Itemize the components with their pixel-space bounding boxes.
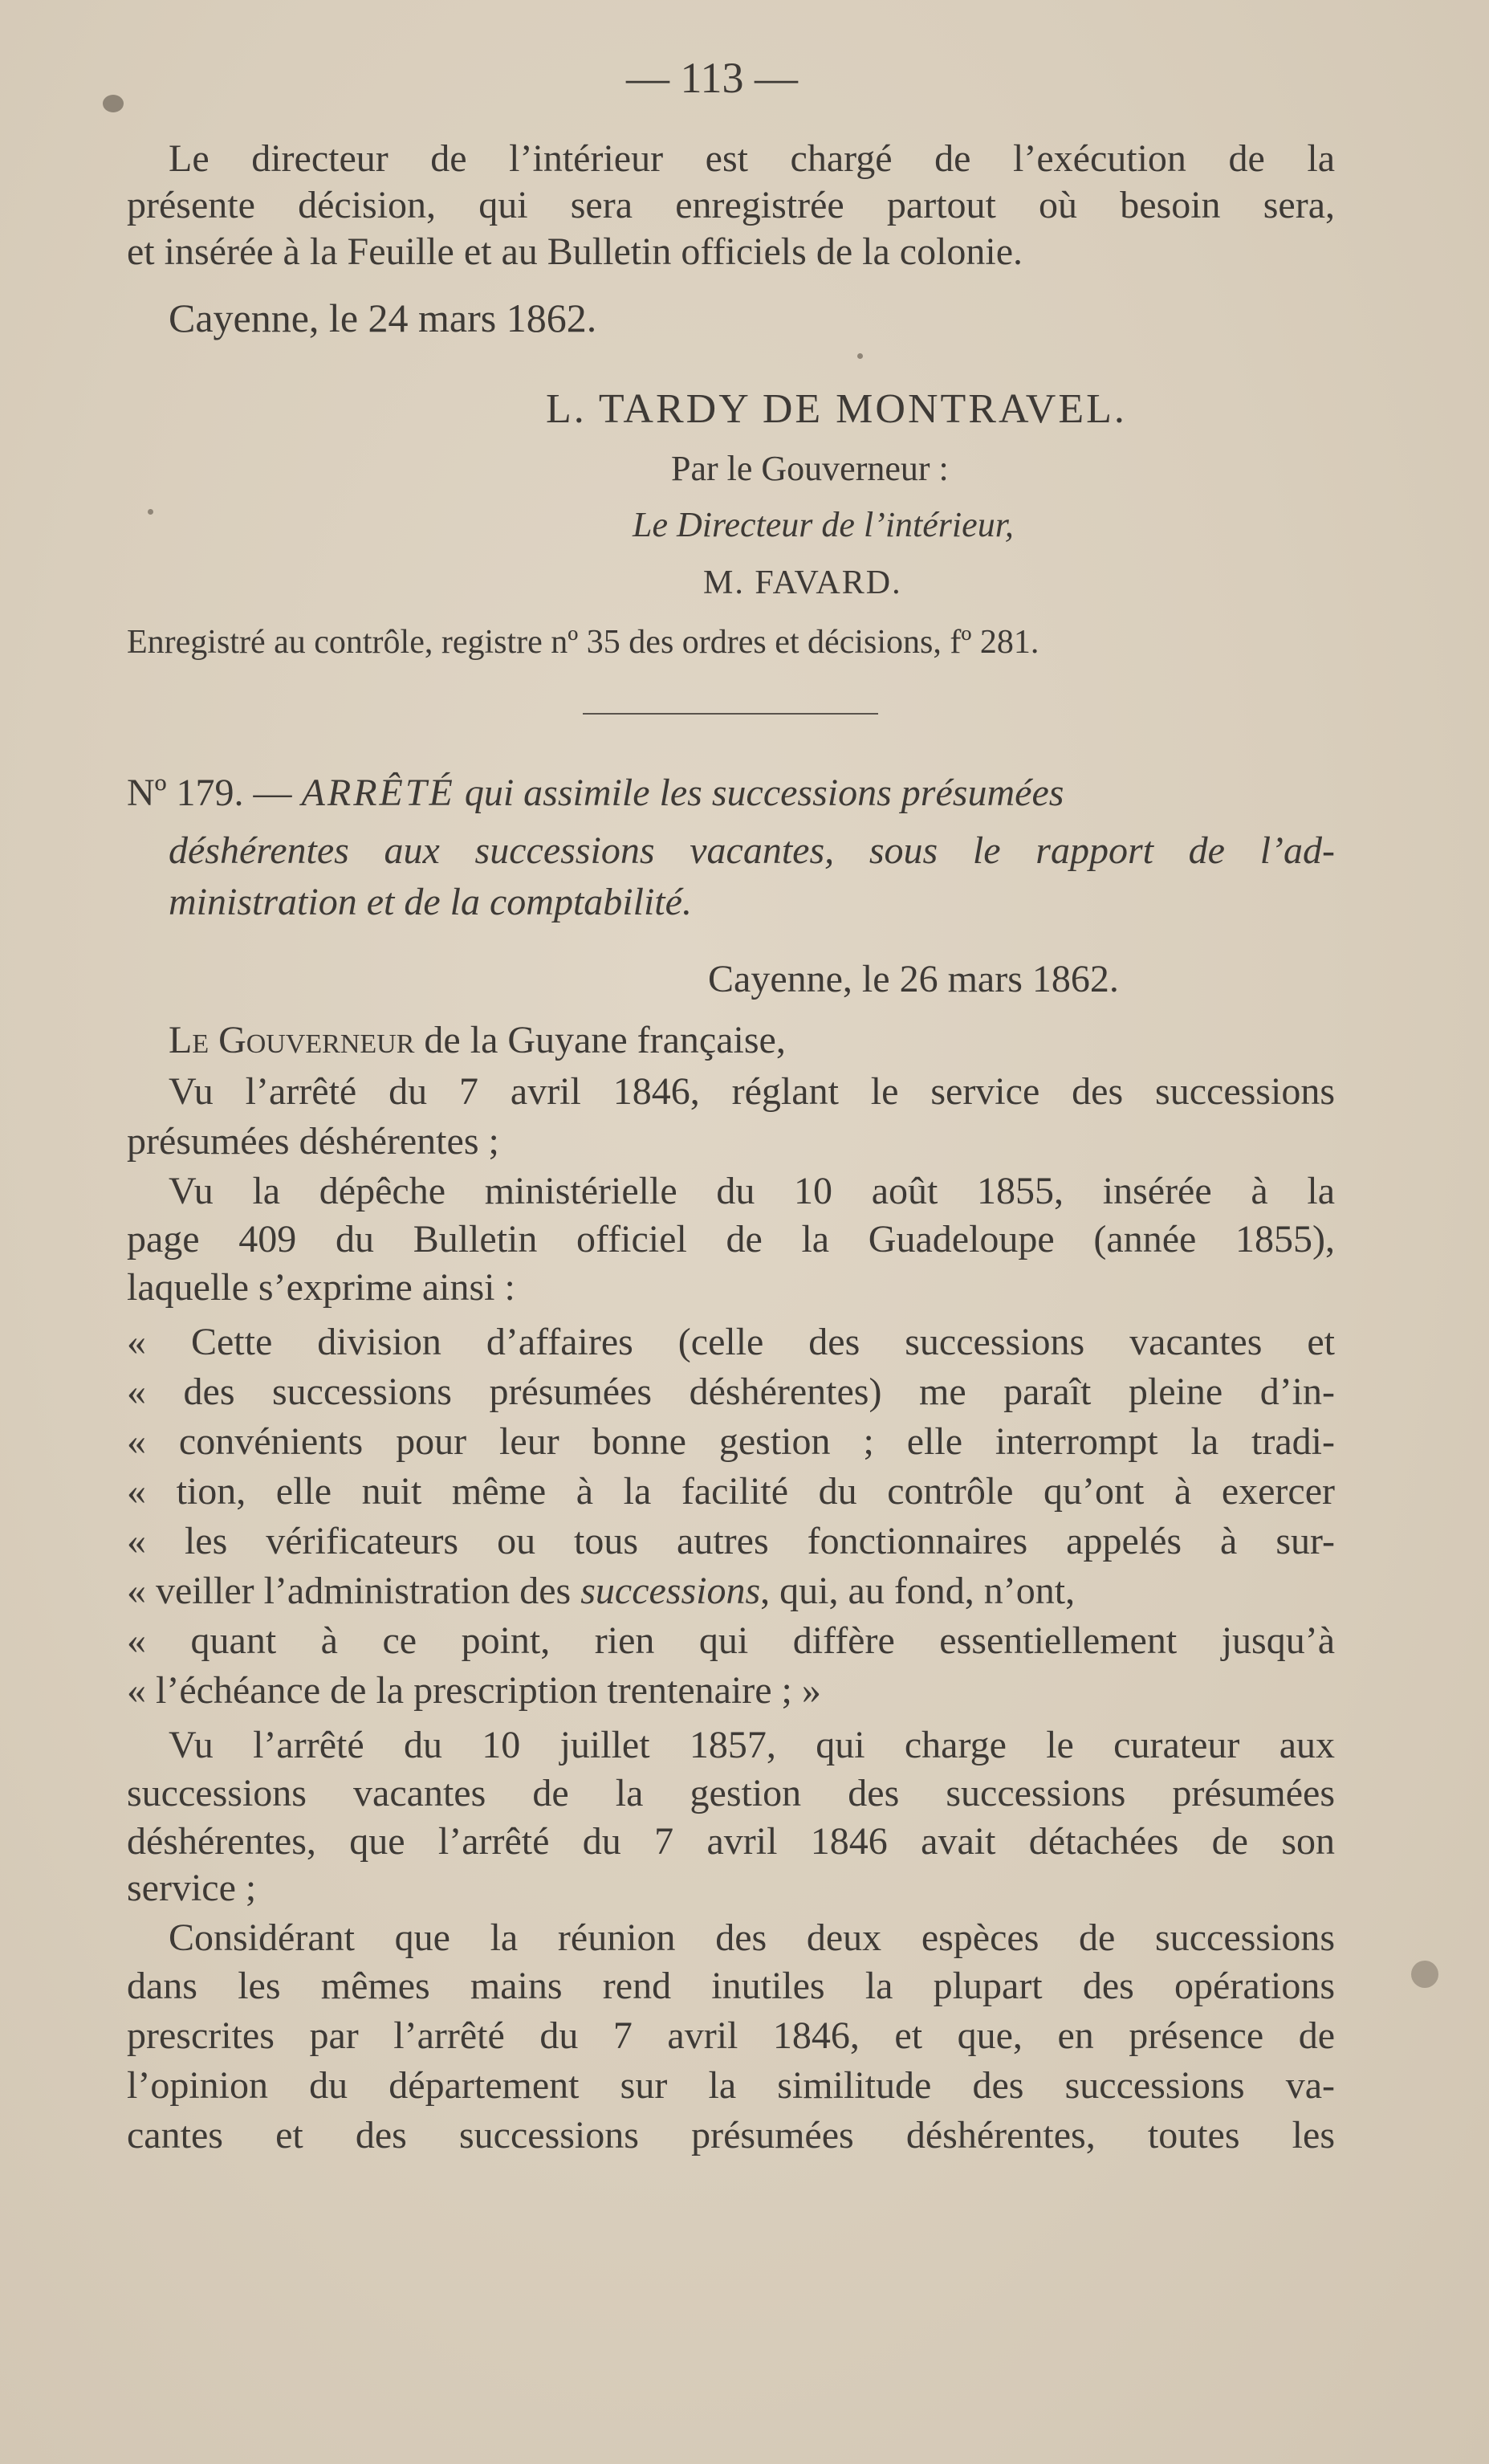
body-line-8: déshérentes, que l’arrêté du 7 avril 1846 avait détachées de son [127, 1820, 1335, 1863]
quote-line-3: « convénients pour leur bonne gestion ; elle interrompt la tradi- [127, 1420, 1335, 1463]
closing-line-3: et insérée à la Feuille et au Bulletin officiels de la colonie. [127, 230, 1023, 273]
quote-line-8: « l’échéance de la prescription trentenaire ; » [127, 1669, 821, 1712]
quote-line-6-b: , qui, au fond, n’ont, [760, 1570, 1076, 1612]
decree-title-3: ministration et de la comptabilité. [169, 881, 692, 923]
body-line-2: présumées déshérentes ; [127, 1120, 499, 1163]
body-line-1: Vu l’arrêté du 7 avril 1846, réglant le service des successions [169, 1070, 1335, 1113]
ink-speck [857, 353, 863, 359]
office-title: Le Directeur de l’intérieur, [633, 505, 1014, 544]
countersign: M. FAVARD. [703, 564, 902, 601]
quote-line-6 [127, 1567, 1075, 1615]
body-line-3: Vu la dépêche ministérielle du 10 août 1855, insérée à la [169, 1170, 1335, 1212]
body-line-7: successions vacantes de la gestion des successions présumées [127, 1772, 1335, 1814]
body-line-14: cantes et des successions présumées déshérentes, toutes les [127, 2114, 1335, 2157]
body-line-4: page 409 du Bulletin officiel de la Guadeloupe (année 1855), [127, 1218, 1335, 1261]
decree-number: Nº 179. — [127, 772, 292, 814]
governor-title: Le Gouverneur [169, 1019, 415, 1061]
quote-line-4: « tion, elle nuit même à la facilité du contrôle qu’ont à exercer [127, 1470, 1335, 1513]
quote-line-6-italic: successions [580, 1570, 761, 1612]
closing-line-2: présente décision, qui sera enregistrée partout où besoin sera, [127, 184, 1335, 226]
decree-title-word: ARRÊTÉ [301, 772, 455, 814]
quote-line-2: « des successions présumées déshérentes) me paraît pleine d’in- [127, 1370, 1335, 1413]
decree-place-date: Cayenne, le 26 mars 1862. [708, 958, 1119, 1000]
closing-place-date: Cayenne, le 24 mars 1862. [169, 295, 597, 340]
decree-heading-line-1 [127, 769, 1064, 817]
body-line-5: laquelle s’exprime ainsi : [127, 1266, 515, 1309]
body-line-9: service ; [127, 1867, 257, 1909]
body-line-10: Considérant que la réunion des deux espèces de successions [169, 1916, 1335, 1959]
quote-line-7: « quant à ce point, rien qui diffère essentiellement jusqu’à [127, 1619, 1335, 1662]
quote-line-5: « les vérificateurs ou tous autres fonctionnaires appelés à sur- [127, 1520, 1335, 1562]
page-number: — 113 — [626, 54, 798, 102]
body-line-11: dans les mêmes mains rend inutiles la plupart des opérations [127, 1965, 1335, 2007]
section-divider [583, 713, 878, 715]
body-line-12: prescrites par l’arrêté du 7 avril 1846, et que, en présence de [127, 2014, 1335, 2057]
by-order: Par le Gouverneur : [671, 449, 949, 488]
decree-title-1: qui assimile les successions présumées [464, 772, 1064, 814]
body-line-6: Vu l’arrêté du 10 juillet 1857, qui charge le curateur aux [169, 1724, 1335, 1766]
quote-line-1: « Cette division d’affaires (celle des successions vacantes et [127, 1321, 1335, 1363]
governor-rest: de la Guyane française, [424, 1019, 786, 1061]
decree-title-2: déshérentes aux successions vacantes, sous le rapport de l’ad- [169, 829, 1335, 872]
ink-speck [1411, 1961, 1438, 1988]
signatory: L. TARDY DE MONTRAVEL. [546, 386, 1127, 432]
body-line-13: l’opinion du département sur la similitude des successions va- [127, 2064, 1335, 2107]
governor-line [169, 1016, 786, 1065]
ink-speck [148, 509, 153, 515]
ink-speck [103, 95, 124, 112]
registration-note: Enregistré au contrôle, registre nº 35 des ordres et décisions, fº 281. [127, 624, 1039, 661]
quote-line-6-a: « veiller l’administration des [127, 1570, 572, 1612]
closing-line-1: Le directeur de l’intérieur est chargé de l’exécution de la [169, 137, 1335, 180]
